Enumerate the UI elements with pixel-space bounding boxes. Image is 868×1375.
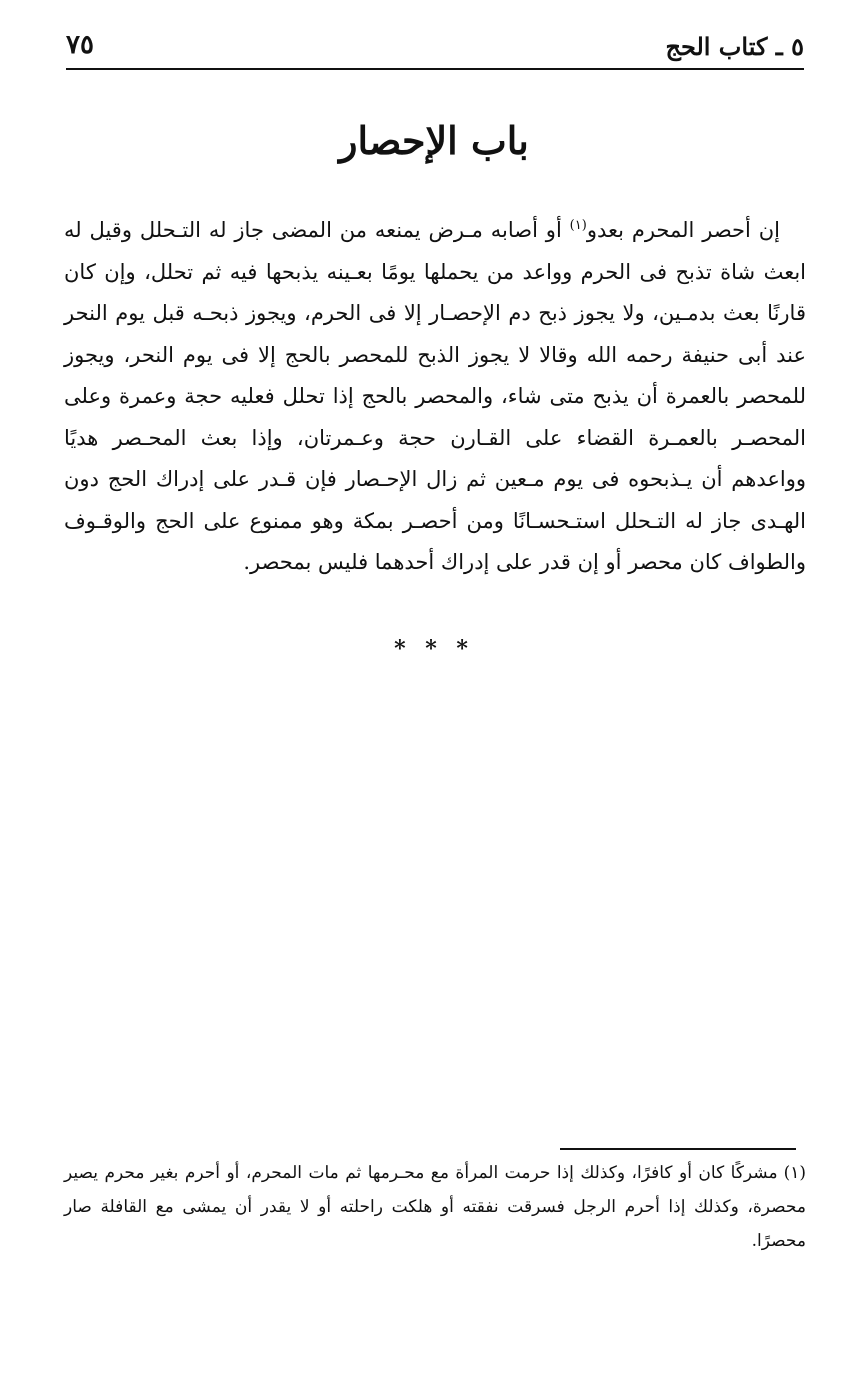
running-title: ٥ ـ كتاب الحج bbox=[665, 32, 804, 61]
section-ornament: * * * bbox=[394, 636, 474, 662]
body-text-start: إن أحصر المحرم بعدو bbox=[586, 218, 780, 242]
footnote-text: مشركًا كان أو كافرًا، وكذلك إذا حرمت المرأة مع محـرمها ثم مات المحرم، أو أحرم بغير محرم يصير محصرة، وكذلك إذا أحرم الرجل فسرقت نفقته أو هلكت راحلته أو لا يقدر أن يمشى مع القافلة صار محصرًا. bbox=[64, 1163, 806, 1251]
running-header bbox=[66, 24, 804, 70]
footnote-reference[interactable]: (١) bbox=[569, 218, 587, 233]
page-number: ٧٥ bbox=[66, 30, 94, 60]
footnote-number: (١) bbox=[783, 1163, 806, 1183]
body-paragraph bbox=[64, 210, 806, 584]
chapter-title: باب الإحصار bbox=[339, 118, 529, 163]
footnote-divider bbox=[560, 1148, 796, 1150]
footnote bbox=[64, 1156, 806, 1258]
body-text-rest: أو أصابه مـرض يمنعه من المضى جاز له التـحلل وقيل له ابعث شاة تذبح فى الحرم وواعد من يحملها يومًا بعـينه يذبحها فيه ثم تحلل، وإن كان قارنًا بعث بدمـين، ولا يجوز ذبح دم الإحصـار إلا فى الحرم، ويجوز ذبحـه قبل يوم النحر عند أبى حنيفة رحمه الله وقالا لا يجوز الذبح للمحصر بالحج إلا فى يوم النحر، ويجوز للمحصر بالعمرة أن يذبح متى شاء، والمحصر بالحج إذا تحلل فعليه حجة وعمرة وعلى المحصـر بالعمـرة القضاء على القـارن حجة وعـمرتان، وإذا بعث المحـصر هديًا وواعدهم أن يـذبحوه فى يوم مـعين ثم زال الإحـصار فإن قـدر على إدراك الحج دون الهـدى جاز له التـحلل استـحسـانًا ومن أحصـر بمكة وهو ممنوع على الحج والوقـوف والطواف كان محصر أو إن قدر على إدراك أحدهما فليس بمحصر. bbox=[64, 218, 806, 574]
